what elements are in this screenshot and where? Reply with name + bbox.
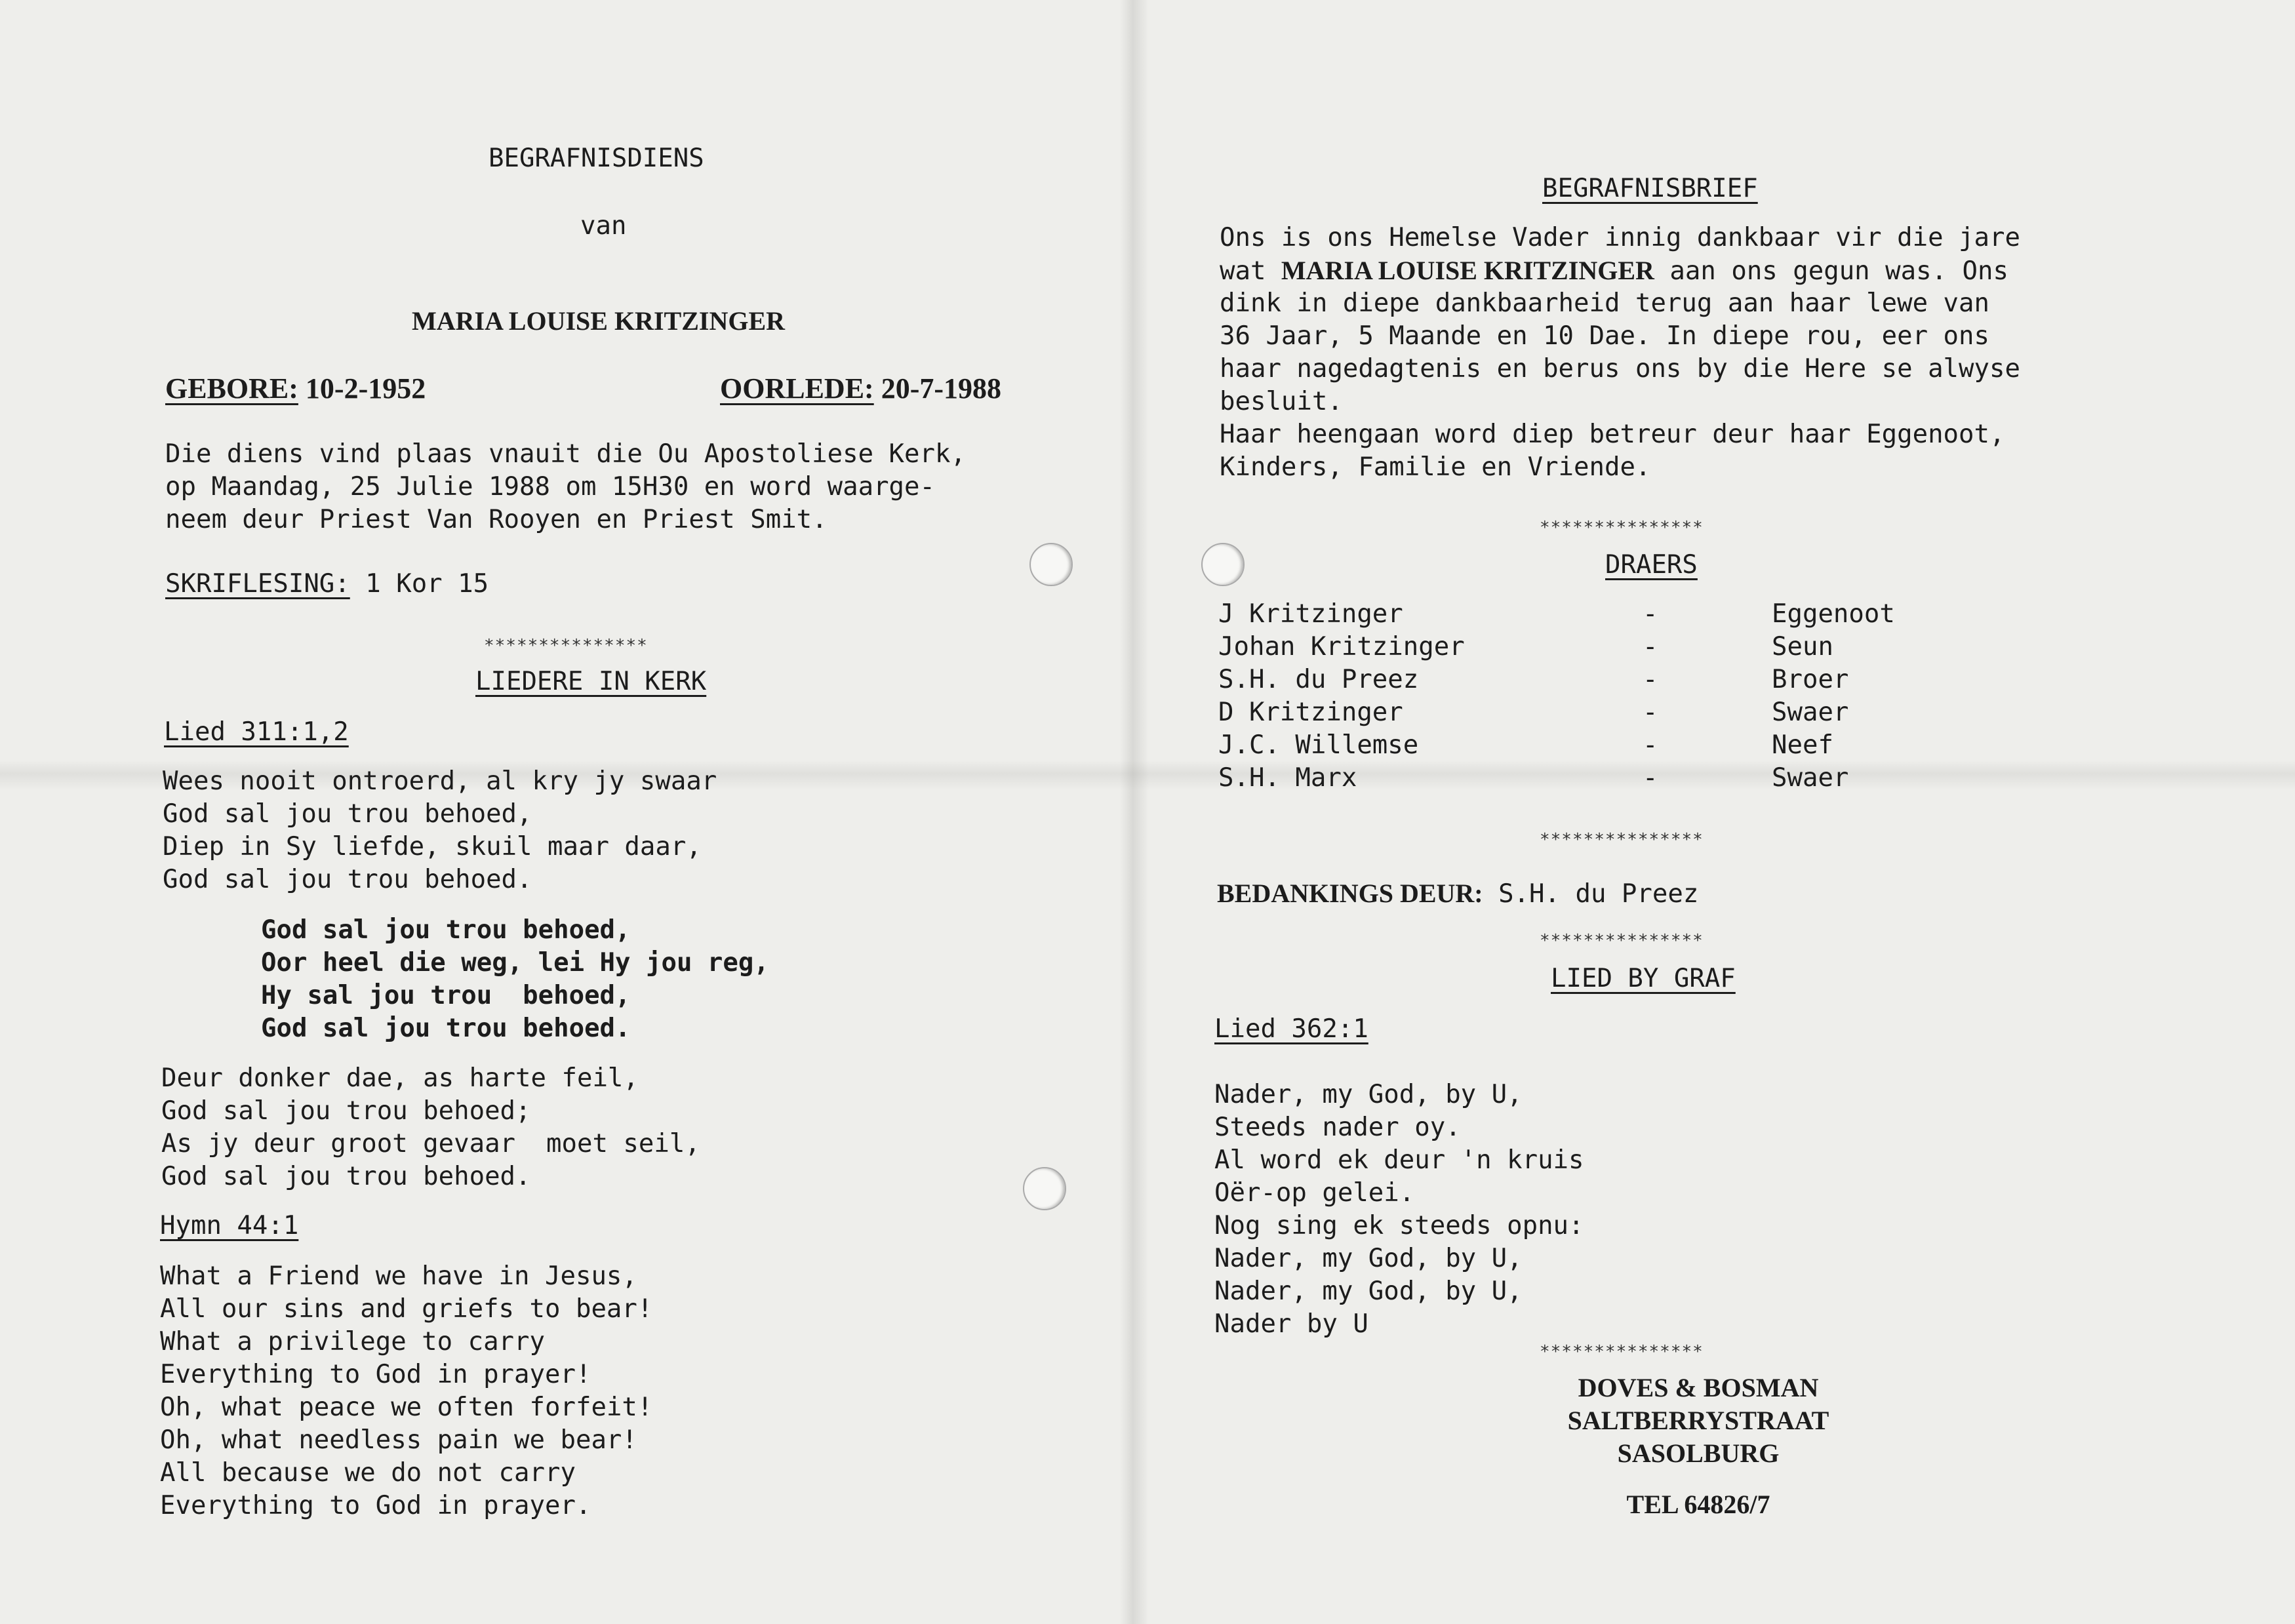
song1-line: As jy deur groot gevaar moet seil,	[161, 1129, 700, 1159]
grave-song-title: Lied 362:1	[1214, 1014, 1368, 1044]
thanks-row	[1217, 877, 1698, 911]
grave-song-line: Nader, my God, by U,	[1214, 1244, 1523, 1273]
song1-line: Wees nooit ontroerd, al kry jy swaar	[163, 766, 717, 796]
songs-heading: LIEDERE IN KERK	[475, 667, 707, 696]
letter-line: wat MARIA LOUISE KRITZINGER aan ons gegun was. Ons	[1220, 256, 2008, 286]
undertaker-street: SALTBERRYSTRAAT	[1567, 1406, 1829, 1435]
right-panel	[1134, 0, 2295, 1624]
song1-chorus-line: God sal jou trou behoed,	[261, 915, 631, 945]
bearer-dash: -	[1643, 730, 1658, 760]
song2-line: Oh, what peace we often forfeit!	[160, 1393, 653, 1422]
letter-line: dink in diepe dankbaarheid terug aan haar lewe van	[1220, 288, 1989, 318]
bearer-name: D Kritzinger	[1218, 698, 1403, 727]
song2-line: What a privilege to carry	[160, 1327, 545, 1357]
bearer-name: S.H. du Preez	[1218, 665, 1419, 694]
bearer-name: S.H. Marx	[1218, 763, 1357, 793]
bearer-dash: -	[1643, 632, 1658, 662]
born-date: 10-2-1952	[305, 372, 426, 405]
song1-chorus-line: God sal jou trou behoed.	[261, 1014, 631, 1043]
died-label: OORLEDE:	[720, 372, 874, 405]
star-divider: ***************	[1540, 931, 1704, 951]
punch-hole-icon	[1029, 543, 1073, 586]
letter-line: besluit.	[1220, 387, 1343, 416]
song1-line: God sal jou trou behoed.	[163, 865, 532, 894]
star-divider: ***************	[1540, 1342, 1704, 1362]
punch-hole-icon	[1023, 1167, 1066, 1210]
service-line: op Maandag, 25 Julie 1988 om 15H30 en word waarge-	[165, 472, 935, 502]
song1-line: Deur donker dae, as harte feil,	[161, 1063, 639, 1093]
left-panel	[0, 0, 1134, 1624]
grave-song-line: Nader, my God, by U,	[1214, 1080, 1523, 1109]
song2-line: What a Friend we have in Jesus,	[160, 1261, 637, 1291]
deceased-name: MARIA LOUISE KRITZINGER	[412, 306, 786, 336]
grave-song-line: Oër-op gelei.	[1214, 1178, 1415, 1208]
grave-song-line: Nog sing ek steeds opnu:	[1214, 1211, 1584, 1240]
grave-song-line: Steeds nader oy.	[1214, 1113, 1461, 1142]
bearer-relation: Swaer	[1772, 763, 1849, 793]
song2-title: Hymn 44:1	[160, 1211, 299, 1240]
bearer-dash: -	[1643, 665, 1658, 694]
song2-line: Everything to God in prayer.	[160, 1491, 591, 1520]
bearer-relation: Swaer	[1772, 698, 1849, 727]
service-line: neem deur Priest Van Rooyen en Priest Smit.	[165, 505, 828, 534]
song1-line: Diep in Sy liefde, skuil maar daar,	[163, 832, 702, 862]
star-divider: ***************	[1540, 830, 1704, 850]
grave-song-line: Nader by U	[1214, 1309, 1368, 1339]
bearer-dash: -	[1643, 763, 1658, 793]
bearer-name: Johan Kritzinger	[1218, 632, 1465, 662]
bearer-name: J.C. Willemse	[1218, 730, 1419, 760]
grave-song-line: Nader, my God, by U,	[1214, 1277, 1523, 1306]
undertaker-town: SASOLBURG	[1617, 1438, 1780, 1468]
song2-line: Everything to God in prayer!	[160, 1360, 591, 1389]
van-label: van	[580, 211, 627, 241]
reading-row	[165, 568, 489, 601]
died-row	[720, 372, 1001, 405]
thanks-value: S.H. du Preez	[1498, 879, 1699, 909]
undertaker-phone: TEL 64826/7	[1626, 1490, 1770, 1519]
song1-line: God sal jou trou behoed,	[163, 799, 532, 829]
reading-value: 1 Kor 15	[365, 569, 489, 599]
letter-heading: BEGRAFNISBRIEF	[1542, 174, 1758, 203]
bearer-dash: -	[1643, 698, 1658, 727]
bearer-relation: Broer	[1772, 665, 1849, 694]
song1-line: God sal jou trou behoed.	[161, 1162, 531, 1191]
letter-line: Ons is ons Hemelse Vader innig dankbaar vir die jare	[1220, 223, 2020, 252]
service-heading: BEGRAFNISDIENS	[489, 144, 704, 173]
song2-line: All because we do not carry	[160, 1458, 576, 1488]
punch-hole-icon	[1201, 543, 1245, 586]
star-divider: ***************	[484, 636, 648, 656]
bearers-heading: DRAERS	[1605, 550, 1698, 580]
song2-line: All our sins and griefs to bear!	[160, 1294, 653, 1324]
letter-line: Kinders, Familie en Vriende.	[1220, 452, 1651, 482]
bearer-dash: -	[1643, 599, 1658, 629]
undertaker-name: DOVES & BOSMAN	[1578, 1373, 1819, 1402]
thanks-label: BEDANKINGS DEUR:	[1217, 879, 1483, 908]
letter-line: haar nagedagtenis en berus ons by die Here se alwyse	[1220, 354, 2020, 384]
grave-song-line: Al word ek deur 'n kruis	[1214, 1145, 1584, 1175]
bearer-relation: Seun	[1772, 632, 1833, 662]
song1-title: Lied 311:1,2	[164, 717, 349, 747]
song2-line: Oh, what needless pain we bear!	[160, 1425, 637, 1455]
letter-deceased-name: MARIA LOUISE KRITZINGER	[1281, 256, 1654, 285]
bearer-relation: Neef	[1772, 730, 1833, 760]
song1-line: God sal jou trou behoed;	[161, 1096, 531, 1126]
reading-label: SKRIFLESING:	[165, 569, 350, 599]
star-divider: ***************	[1540, 518, 1704, 538]
song1-chorus-line: Hy sal jou trou behoed,	[261, 981, 631, 1010]
bearer-name: J Kritzinger	[1218, 599, 1403, 629]
born-row	[165, 372, 426, 405]
bearer-relation: Eggenoot	[1772, 599, 1895, 629]
died-date: 20-7-1988	[881, 372, 1002, 405]
song1-chorus-line: Oor heel die weg, lei Hy jou reg,	[261, 948, 769, 978]
service-line: Die diens vind plaas vnauit die Ou Apostoliese Kerk,	[165, 439, 966, 469]
letter-line: Haar heengaan word diep betreur deur haar Eggenoot,	[1220, 420, 2005, 449]
born-label: GEBORE:	[165, 372, 298, 405]
grave-song-heading: LIED BY GRAF	[1551, 964, 1736, 993]
letter-line: 36 Jaar, 5 Maande en 10 Dae. In diepe rou, eer ons	[1220, 321, 1989, 351]
